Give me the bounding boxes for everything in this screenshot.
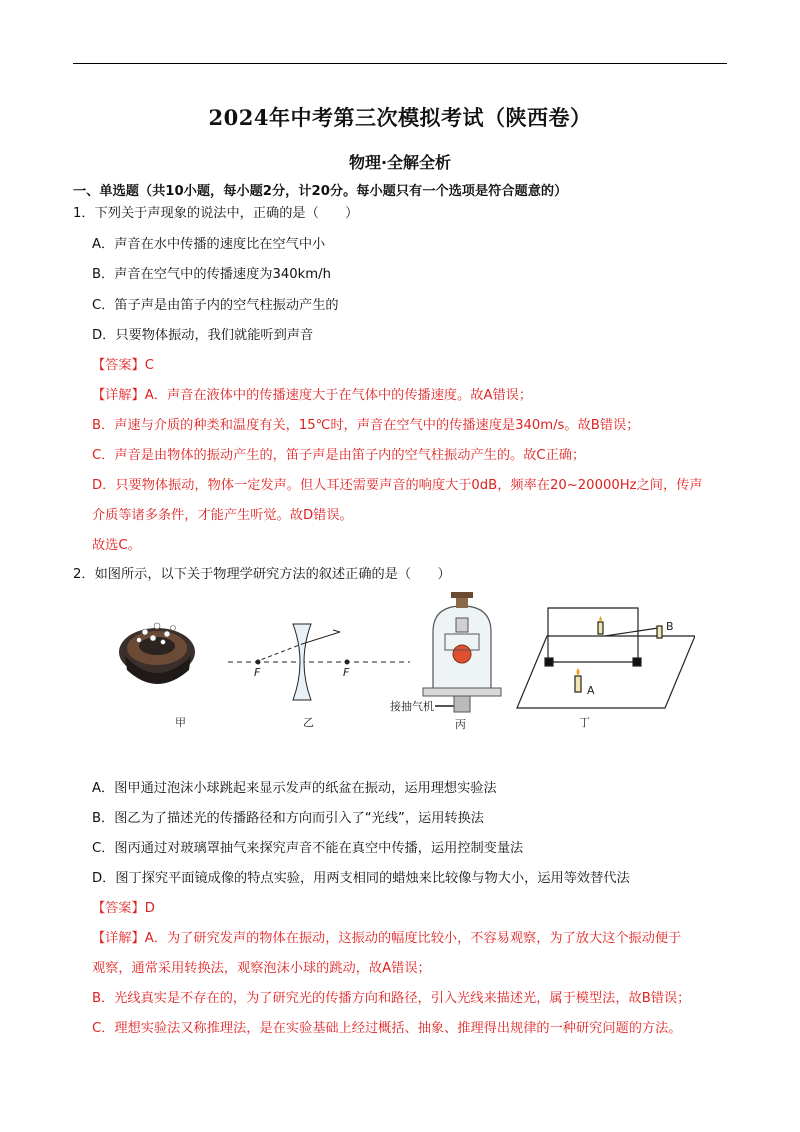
speaker-figure [119, 623, 195, 684]
q1-detail-line: 【详解】A．声音在液体中的传播速度大于在气体中的传播速度。故A错误； [92, 388, 533, 403]
q1-detail-line: 介质等诸多条件，才能产生听觉。故D错误。 [92, 508, 353, 523]
section-heading: 一、单选题（共10小题，每小题2分，计20分。每小题只有一个选项是符合题意的） [73, 184, 568, 199]
figure-label-jia: 甲 [175, 716, 186, 729]
q1-option-d: D．只要物体振动，我们就能听到声音 [92, 328, 314, 343]
q1-stem: 1．下列关于声现象的说法中，正确的是（ ） [73, 206, 359, 221]
q2-figures [115, 590, 695, 740]
q1-option-b: B．声音在空气中的传播速度为340km/h [92, 267, 331, 282]
focal-point-right: F [343, 666, 350, 679]
q1-detail-line: C．声音是由物体的振动产生的，笛子声是由笛子内的空气柱振动产生的。故C正确； [92, 448, 586, 463]
q2-option-b: B．图乙为了描述光的传播路径和方向而引入了“光线”，运用转换法 [92, 811, 484, 826]
q2-detail-line: C．理想实验法又称推理法，是在实验基础上经过概括、抽象、推理得出规律的一种研究问题的方法。 [92, 1021, 682, 1036]
focal-point-left: F [254, 666, 261, 679]
figure-label-bing: 丙 [455, 718, 466, 731]
q2-stem: 2．如图所示，以下关于物理学研究方法的叙述正确的是（ ） [73, 567, 451, 582]
q1-option-a: A．声音在水中传播的速度比在空气中小 [92, 237, 326, 252]
q1-detail-line: 故选C。 [92, 538, 141, 553]
q2-option-c: C．图丙通过对玻璃罩抽气来探究声音不能在真空中传播，运用控制变量法 [92, 841, 524, 856]
candle-label-a: A [587, 684, 595, 697]
q1-option-c: C．笛子声是由笛子内的空气柱振动产生的 [92, 298, 339, 313]
q2-detail-line: B．光线真实是不存在的，为了研究光的传播方向和路径，引入光线来描述光，属于模型法，故B错误； [92, 991, 691, 1006]
q1-answer: 【答案】C [92, 358, 154, 373]
figure-illustrations [115, 590, 695, 740]
q2-detail-line: 【详解】A．为了研究发声的物体在振动，这振动的幅度比较小，不容易观察，为了放大这个振动便于 [92, 931, 682, 946]
page-title: 2024年中考第三次模拟考试（陕西卷） [208, 105, 592, 130]
q2-detail-line: 观察，通常采用转换法，观察泡沫小球的跳动，故A错误； [92, 961, 431, 976]
figure-label-ding: 丁 [579, 716, 590, 729]
q1-detail-line: D．只要物体振动，物体一定发声。但人耳还需要声音的响度大于0dB，频率在20~20000Hz之间，传声 [92, 478, 703, 493]
candle-label-b: B [666, 620, 674, 633]
pump-label: 接抽气机 [390, 700, 434, 713]
lens-figure [228, 624, 410, 700]
q2-option-d: D．图丁探究平面镜成像的特点实验，用两支相同的蜡烛来比较像与物大小，运用等效替代法 [92, 871, 630, 886]
q2-option-a: A．图甲通过泡沫小球跳起来显示发声的纸盆在振动，运用理想实验法 [92, 781, 497, 796]
bell-jar-figure [423, 592, 501, 712]
page-subtitle: 物理·全解全析 [348, 153, 452, 172]
q2-answer: 【答案】D [92, 901, 155, 916]
q1-detail-line: B．声速与介质的种类和温度有关，15℃时，声音在空气中的传播速度是340m/s。故B错误； [92, 418, 640, 433]
header-rule [73, 63, 727, 64]
figure-label-yi: 乙 [303, 716, 314, 729]
